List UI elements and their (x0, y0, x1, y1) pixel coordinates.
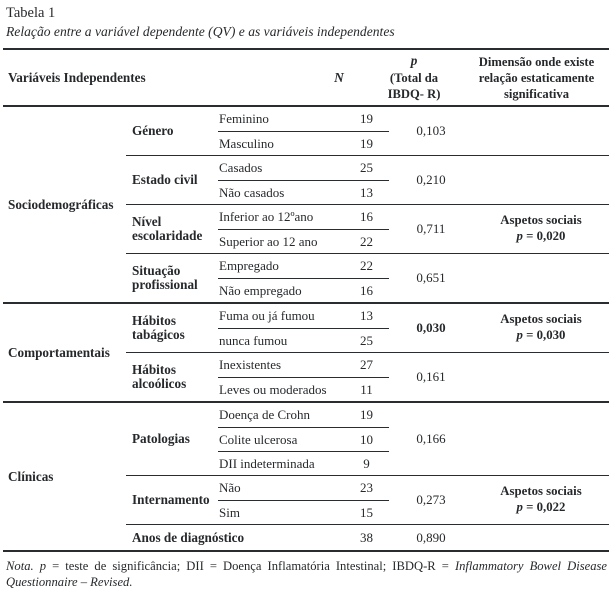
category-row (218, 229, 389, 253)
category-n: 11 (360, 381, 373, 397)
category-row (218, 451, 389, 475)
category-label: Empregado (219, 258, 279, 274)
note-nota-p: Nota. p (6, 559, 47, 574)
variable-label: Internamento (132, 491, 210, 507)
category-n: 23 (360, 480, 373, 496)
category-row (218, 476, 389, 500)
category-row (218, 403, 389, 427)
p-value: 0,103 (416, 123, 446, 139)
group-variables (126, 304, 609, 401)
category-list (218, 403, 389, 475)
dimension-line1: Aspetos sociais (500, 213, 582, 228)
category-list (218, 254, 389, 302)
category-n: 16 (360, 282, 373, 298)
category-list (218, 476, 389, 524)
variable-patologias (126, 403, 609, 475)
header-n: N (334, 69, 344, 85)
category-label: Não empregado (219, 282, 302, 298)
dimension-p-value: = 0,030 (522, 328, 566, 343)
variable-estado-civil (126, 155, 609, 204)
category-n: 22 (360, 258, 373, 274)
category-label: Não casados (219, 184, 285, 200)
dimension-p-value: = 0,020 (522, 229, 566, 244)
category-label: Feminino (219, 111, 269, 127)
category-n: 10 (360, 431, 373, 447)
category-label: DII indeterminada (219, 455, 315, 471)
table-note (3, 559, 609, 591)
dimension-line2 (517, 229, 566, 245)
variable-nivel-escolaridade (126, 204, 609, 253)
p-value: 0,166 (416, 431, 446, 447)
category-n: 13 (360, 308, 373, 324)
category-n: 15 (360, 504, 373, 520)
dimension-cell (473, 476, 609, 524)
category-row (218, 205, 389, 229)
dimension-cell (473, 403, 609, 475)
dimension-cell (473, 107, 609, 155)
variable-genero (126, 107, 609, 155)
dimension-p-symbol: p (516, 229, 523, 244)
category-n: 19 (360, 111, 373, 127)
category-list (218, 304, 389, 352)
category-label: Inexistentes (219, 357, 282, 373)
p-value: 0,161 (416, 369, 446, 385)
group-label: Sociodemográficas (8, 196, 114, 212)
dimension-cell (473, 304, 609, 352)
category-n: 25 (360, 332, 373, 348)
variable-habitos-alcoolicos (126, 352, 609, 401)
category-list (218, 156, 389, 204)
p-value: 0,651 (416, 270, 446, 286)
category-list (218, 107, 389, 155)
header-independent-variables: Variáveis Independentes (8, 69, 146, 85)
category-label: Leves ou moderados (219, 381, 327, 397)
category-n: 38 (360, 529, 373, 545)
category-row (218, 131, 389, 155)
variable-label: Nível escolaridade (132, 213, 203, 244)
header-p-line2: (Total da (389, 71, 439, 86)
category-label: Sim (219, 504, 240, 520)
variable-label: Situação profissional (132, 262, 198, 293)
table-caption: Relação entre a variável dependente (QV) e as variáveis independentes (6, 23, 395, 39)
p-value: 0,210 (416, 172, 446, 188)
group-label: Comportamentais (8, 344, 110, 360)
dimension-cell (473, 156, 609, 204)
header-p-line3: IBDQ- R) (387, 87, 441, 102)
dimension-line1: Aspetos sociais (500, 312, 582, 327)
p-value: 0,273 (416, 492, 446, 508)
category-n: 9 (363, 455, 370, 471)
category-label: Masculino (219, 135, 274, 151)
dimension-cell (473, 525, 609, 550)
dimension-cell (473, 205, 609, 253)
category-row (218, 156, 389, 180)
variable-label: Patologias (132, 430, 190, 446)
category-list (218, 353, 389, 401)
variable-label: Hábitos tabágicos (132, 312, 185, 343)
category-n: 25 (360, 160, 373, 176)
category-row (218, 500, 389, 524)
category-row (218, 377, 389, 401)
category-label: Doença de Crohn (219, 407, 310, 423)
header-p-symbol: p (410, 53, 418, 69)
variable-situacao-profissional (126, 253, 609, 302)
category-label: Não (219, 480, 241, 496)
group-comportamentais (3, 302, 609, 401)
category-label: Fuma ou já fumou (219, 308, 315, 324)
p-value: 0,890 (416, 529, 446, 545)
category-label: Colite ulcerosa (219, 431, 298, 447)
dimension-line2 (517, 500, 566, 516)
group-label: Clínicas (8, 468, 54, 484)
category-n: 13 (360, 184, 373, 200)
category-n: 22 (360, 233, 373, 249)
dimension-p-value: = 0,022 (522, 500, 566, 515)
dimension-line1: Aspetos sociais (500, 484, 582, 499)
table-header-row (3, 50, 609, 107)
p-value: 0,030 (416, 320, 446, 336)
category-n: 16 (360, 209, 373, 225)
category-row (218, 180, 389, 204)
category-row (218, 278, 389, 302)
category-row (218, 254, 389, 278)
dimension-cell (473, 254, 609, 302)
p-value: 0,711 (416, 221, 446, 237)
category-row (218, 427, 389, 451)
table-number-title: Tabela 1 (6, 5, 56, 21)
category-label: Casados (219, 160, 263, 176)
category-list (218, 205, 389, 253)
dimension-p-symbol: p (516, 500, 523, 515)
category-row (218, 304, 389, 328)
category-label: Inferior ao 12ºano (219, 209, 314, 225)
category-n: 19 (360, 135, 373, 151)
variable-habitos-tabagicos (126, 304, 609, 352)
variable-label: Anos de diagnóstico (132, 529, 245, 545)
dimension-line2 (517, 328, 566, 344)
category-row (218, 353, 389, 377)
category-label: nunca fumou (219, 332, 288, 348)
note-ibdqr-expansion: Inflammatory Bowel Disease Questionnaire – Revised. (6, 559, 607, 590)
note-definitions: = teste de significância; DII = Doença Inflamatória Intestinal; IBDQ-R = (46, 559, 455, 574)
variable-anos-diagnostico (126, 524, 609, 550)
group-variables (126, 107, 609, 302)
variable-label: Estado civil (132, 171, 198, 187)
variable-label: Género (132, 122, 174, 138)
variable-label: Hábitos alcoólicos (132, 361, 187, 392)
category-row (218, 328, 389, 352)
category-n: 19 (360, 407, 373, 423)
category-label: Superior ao 12 ano (219, 233, 318, 249)
variable-internamento (126, 475, 609, 524)
header-dimension: Dimensão onde existe relação estaticamente significativa (478, 54, 595, 101)
dimension-cell (473, 353, 609, 401)
dimension-p-symbol: p (516, 328, 523, 343)
group-clinicas (3, 401, 609, 550)
header-p-total-ibdqr (364, 53, 464, 102)
data-table (3, 48, 609, 552)
category-row (218, 107, 389, 131)
category-n: 27 (360, 357, 373, 373)
group-variables (126, 403, 609, 550)
group-sociodemograficas (3, 107, 609, 302)
